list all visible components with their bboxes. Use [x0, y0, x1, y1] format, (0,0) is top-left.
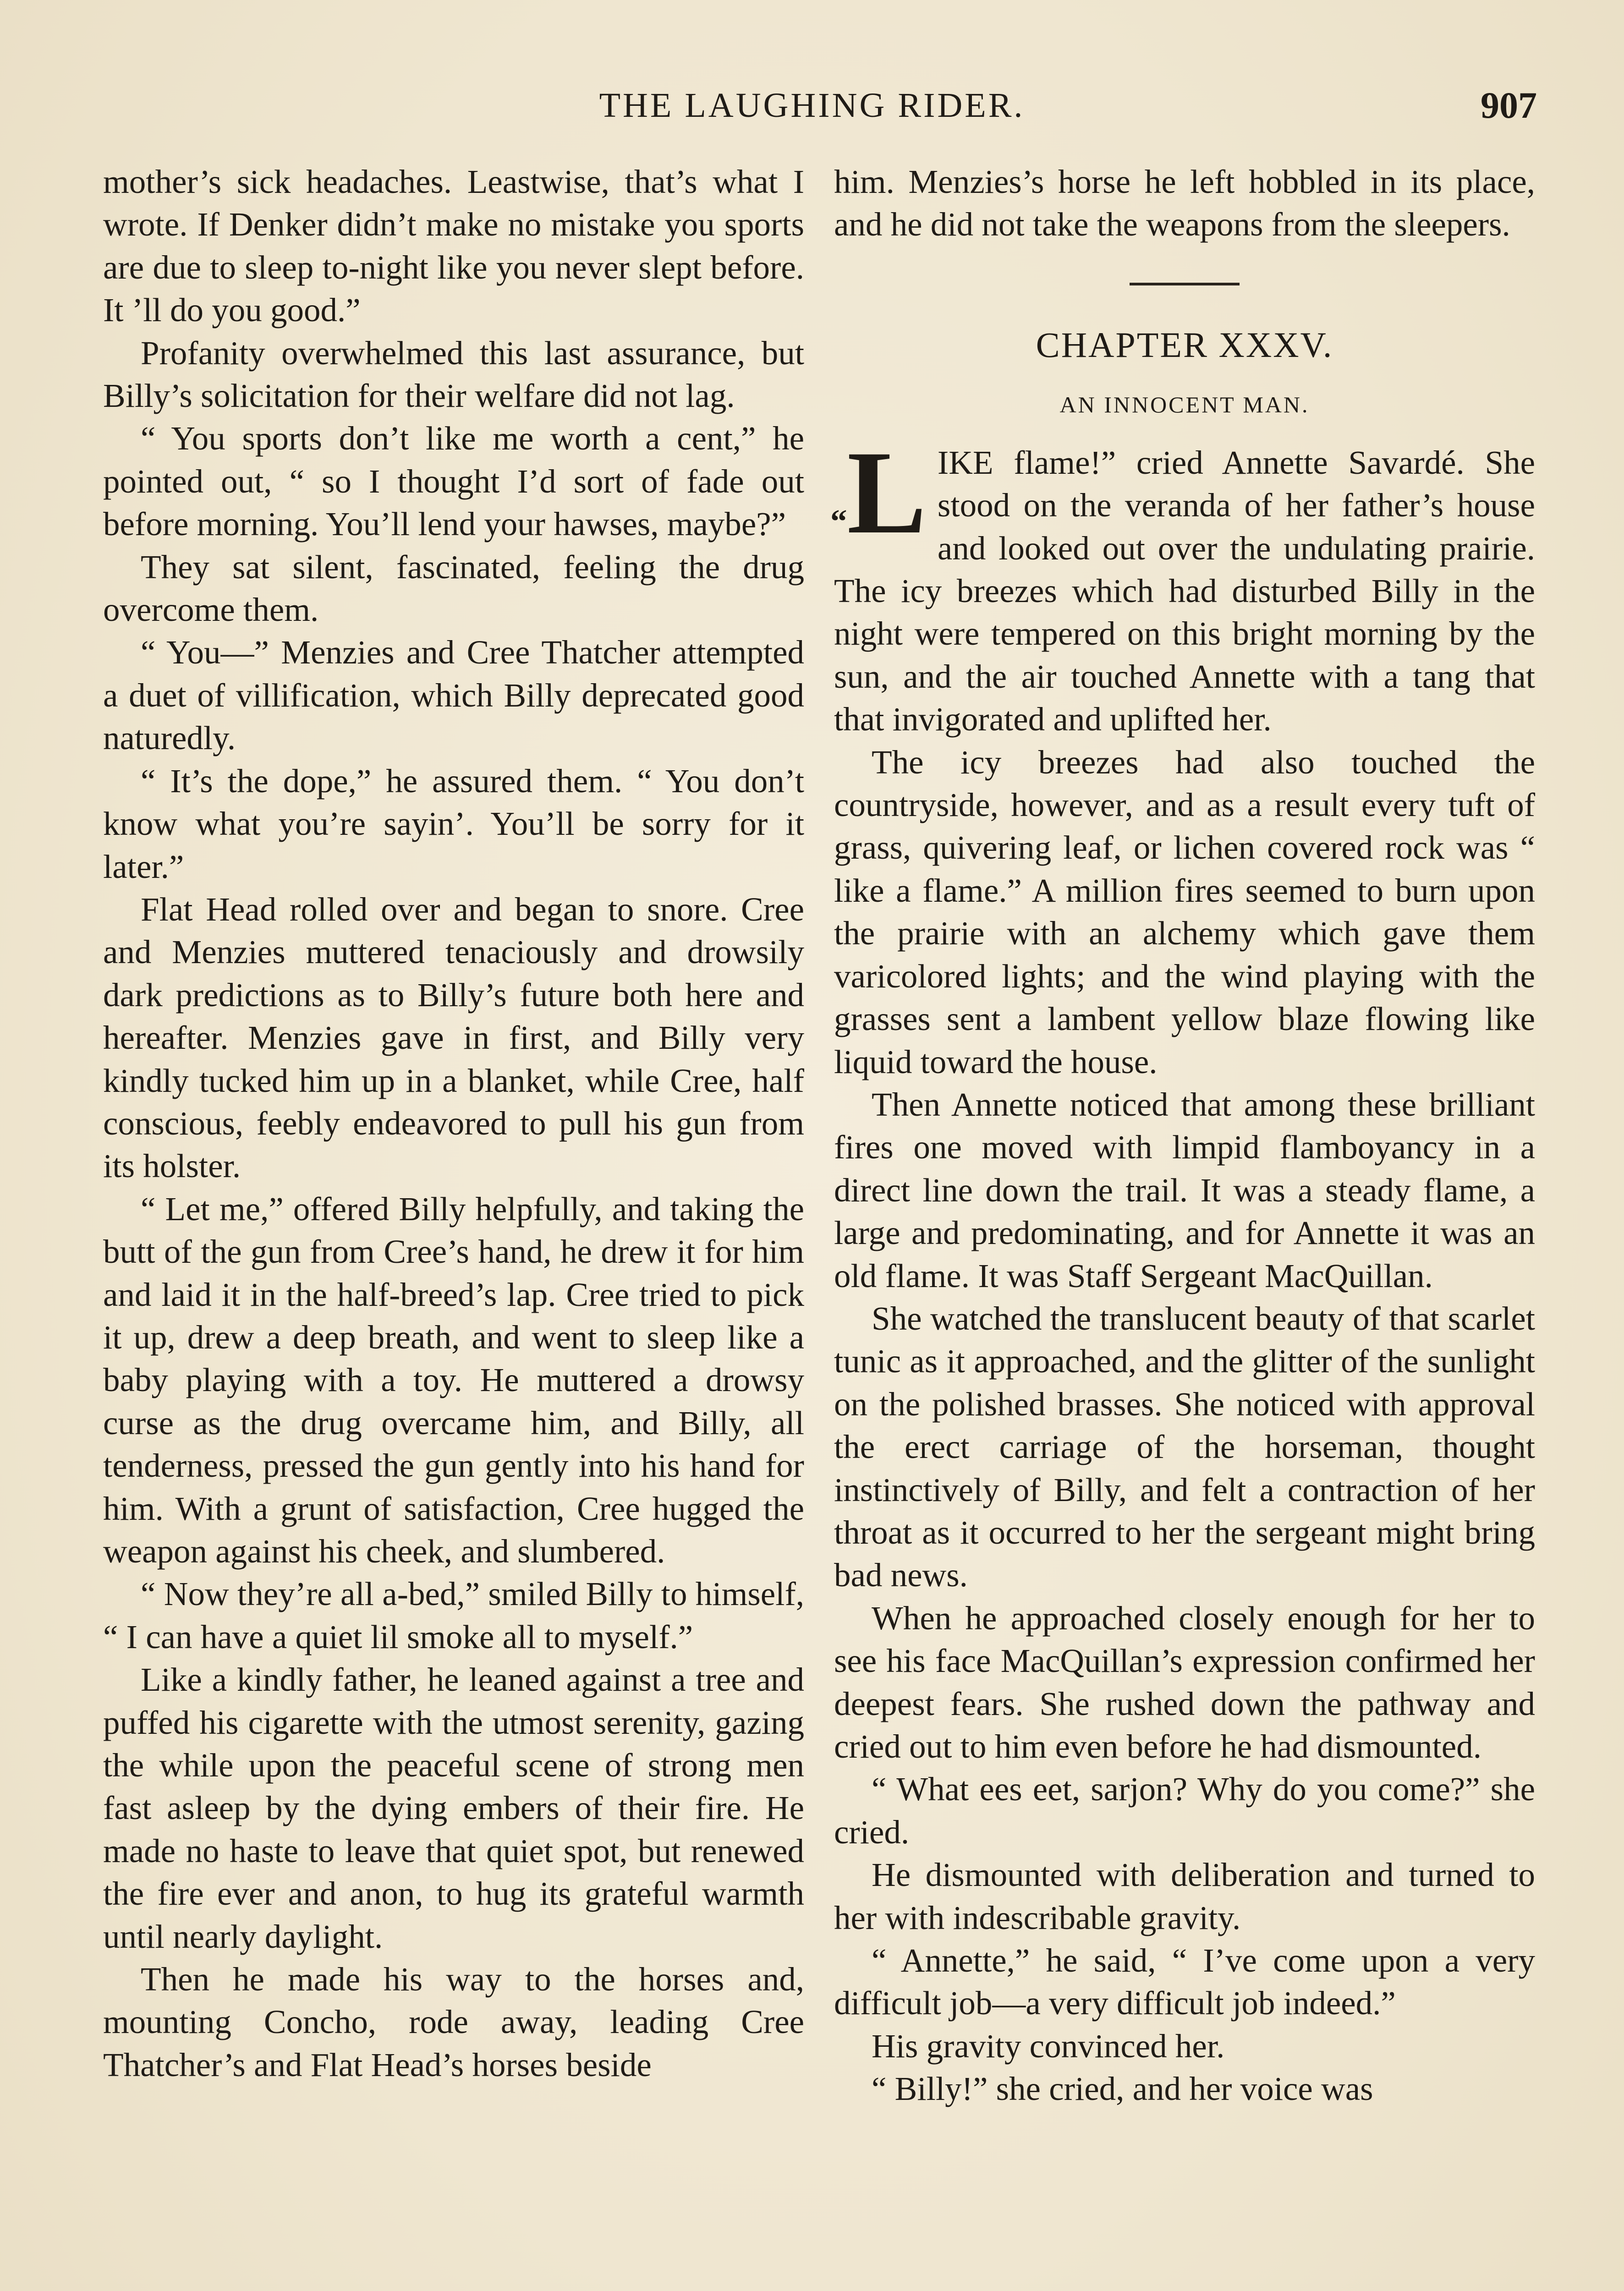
paragraph: She watched the translucent beauty of that scarlet tunic as it approached, and the glitter of the sunlight on the polished brasses. She noticed with approval the erect carriage of the horseman, thought instinctively of Billy, and felt a contraction of her throat as it occurred to her the sergeant might bring bad news.: [834, 1299, 1535, 1594]
paragraph: Then Annette noticed that among these brilliant fires one moved with limpid flamboyancy in a direct line down the trail. It was a steady flame, a large and predominating, and for Annette it was an old flame. It was Staff Sergeant MacQuillan.: [834, 1085, 1535, 1294]
section-divider: [1130, 283, 1240, 285]
paragraph: “ Now they’re all a-bed,” smiled Billy to himself, “ I can have a quiet lil smoke all to myself.”: [103, 1575, 804, 1655]
paragraph: mother’s sick headaches. Leastwise, that’s what I wrote. If Denker didn’t make no mistake you sports are due to sleep to-night like you never slept before. It ’ll do you good.”: [103, 163, 804, 329]
paragraph: He dismounted with deliberation and turned to her with indescribable gravity.: [834, 1856, 1535, 1936]
paragraph: “ It’s the dope,” he assured them. “ You don’t know what you’re sayin’. You’ll be sorry for it later.”: [103, 762, 804, 885]
chapter-title: CHAPTER XXXV.: [1036, 324, 1333, 365]
paragraph: Flat Head rolled over and began to snore. Cree and Menzies muttered tenaciously and drowsily dark predictions as to Billy’s future both here and hereafter. Menzies gave in first, and Billy very kindly tucked him up in a blanket, while Cree, half conscious, feebly endeavored to pull his gun from its holster.: [103, 890, 804, 1185]
paragraph: “ You sports don’t like me worth a cent,” he pointed out, “ so I thought I’d sort of fade out before morning. You’ll lend your hawses, maybe?”: [103, 420, 804, 543]
right-column: [830, 160, 1535, 2110]
paragraph: “ Billy!” she cried, and her voice was: [872, 2070, 1373, 2108]
paragraph: “ Annette,” he said, “ I’ve come upon a very difficult job—a very difficult job indeed.”: [834, 1942, 1535, 2022]
paragraph: The icy breezes had also touched the countryside, however, and as a result every tuft of grass, quivering leaf, or lichen covered rock was “ like a flame.” A million fires seemed to burn upon the prairie with an alchemy which gave them varicolored lights; and the wind playing with the grasses sent a lambent yellow blaze flowing like liquid toward the house.: [834, 743, 1535, 1080]
page-number: 907: [1481, 84, 1537, 126]
chapter-subtitle: AN INNOCENT MAN.: [1059, 391, 1310, 417]
paragraph: him. Menzies’s horse he left hobbled in its place, and he did not take the weapons from the sleepers.: [834, 163, 1535, 243]
paragraph: “ Let me,” offered Billy helpfully, and taking the butt of the gun from Cree’s hand, he drew it for him and laid it in the half-breed’s lap. Cree tried to pick it up, drew a deep breath, and went to sleep like a baby playing with a toy. He muttered a drowsy curse as the drug overcame him, and Billy, all tenderness, pressed the gun gently into his hand for him. With a grunt of satisfaction, Cree hugged the weapon against his cheek, and slumbered.: [103, 1190, 804, 1570]
chapter-opening-paragraph: [830, 426, 1535, 741]
paragraph: “ You—” Menzies and Cree Thatcher attempted a duet of villification, which Billy deprecated good naturedly.: [103, 634, 804, 757]
drop-cap-letter: L: [847, 426, 927, 559]
paragraph: His gravity convinced her.: [872, 2027, 1225, 2065]
running-title: THE LAUGHING RIDER.: [599, 86, 1025, 125]
paragraph: Like a kindly father, he leaned against a tree and puffed his cigarette with the utmost serenity, gazing the while upon the peaceful scene of strong men fast asleep by the dying embers of their fire. He made no haste to leave that quiet spot, but renewed the fire ever and anon, to hug its grateful warmth until nearly daylight.: [103, 1661, 804, 1955]
left-column: [103, 160, 804, 2086]
paragraph: Then he made his way to the horses and, mounting Concho, rode away, leading Cree Thatcher’s and Flat Head’s horses beside: [103, 1961, 804, 2083]
drop-cap-quote: “: [830, 502, 847, 540]
drop-cap: [830, 426, 927, 567]
paragraph: When he approached closely enough for her to see his face MacQuillan’s expression confirmed her deepest fears. She rushed down the pathway and cried out to him even before he had dismounted.: [834, 1599, 1535, 1765]
paragraph: Profanity overwhelmed this last assurance, but Billy’s solicitation for their welfare did not lag.: [103, 334, 804, 415]
paragraph: “ What ees eet, sarjon? Why do you come?” she cried.: [834, 1770, 1535, 1851]
paragraph: They sat silent, fascinated, feeling the drug overcome them.: [103, 548, 804, 629]
drop-cap-text: IKE flame!” cried Annette Savardé. She stood on the veranda of her father’s house and looked out over the undulating prairie. The icy breezes which had disturbed Billy in the night were tempered on this bright morning by the sun, and the air touched Annette with a tang that that invigorated and uplifted her.: [834, 444, 1535, 738]
